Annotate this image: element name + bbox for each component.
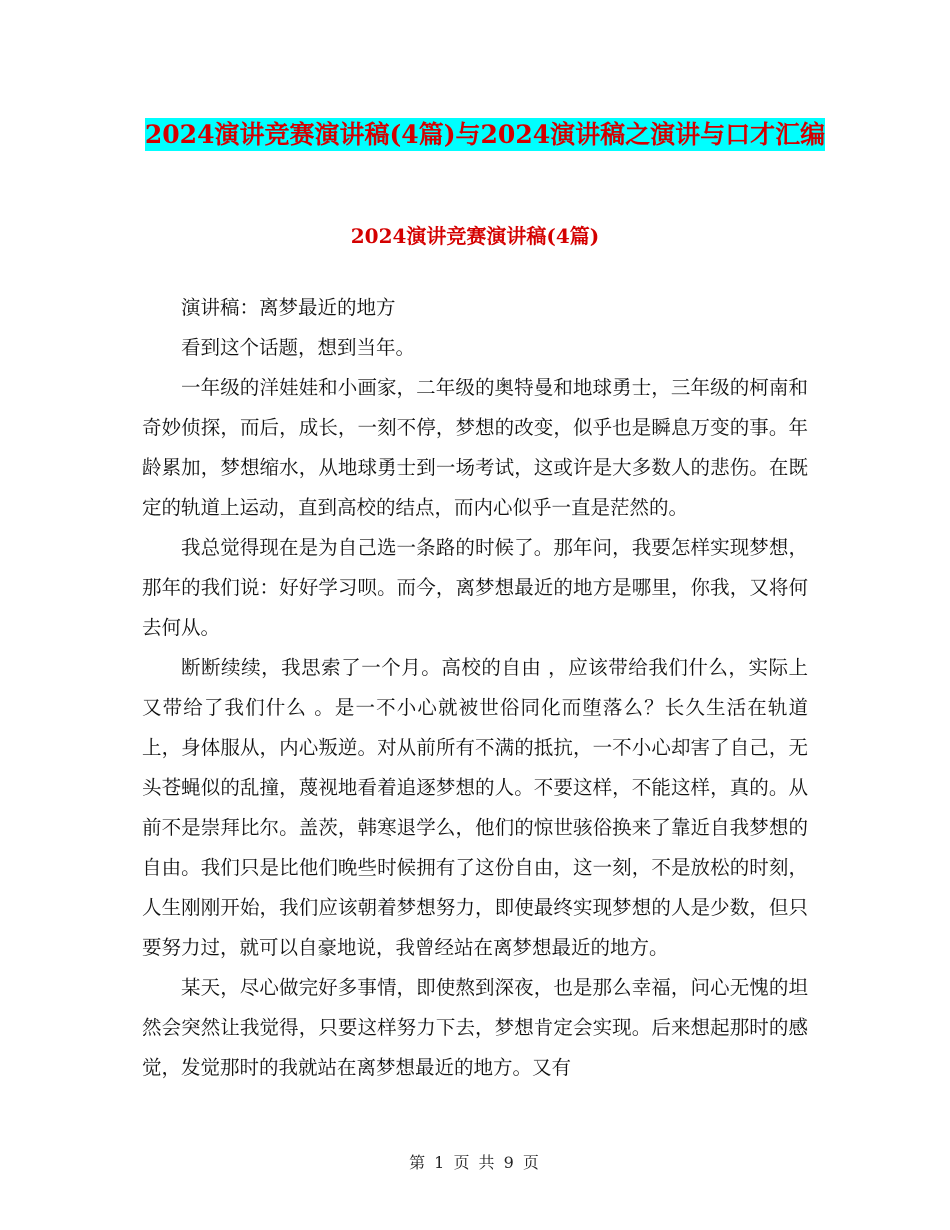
paragraph: 我总觉得现在是为自己选一条路的时候了。那年问，我要怎样实现梦想，那年的我们说：好好学习呗。而今，离梦想最近的地方是哪里，你我，又将何去何从。 — [142, 536, 808, 639]
section-title: 2024演讲竞赛演讲稿(4篇) — [350, 224, 600, 248]
paragraph: 一年级的洋娃娃和小画家，二年级的奥特曼和地球勇士，三年级的柯南和奇妙侦探，而后，成长，一刻不停，梦想的改变，似乎也是瞬息万变的事。年龄累加，梦想缩水，从地球勇士到一场考试，这或许是大多数人的悲伤。在既定的轨道上运动，直到高校的结点，而内心似乎一直是茫然的。 — [142, 376, 808, 519]
document-title-text: 2024演讲竞赛演讲稿(4篇)与2024演讲稿之演讲与口才汇编 — [144, 120, 826, 149]
page-number-footer: 第 1 页 共 9 页 — [409, 1153, 541, 1172]
paragraph: 某天，尽心做完好多事情，即使熬到深夜，也是那么幸福，问心无愧的坦然会突然让我觉得，只要这样努力下去，梦想肯定会实现。后来想起那时的感觉，发觉那时的我就站在离梦想最近的地方。又有 — [142, 976, 808, 1079]
document-title — [140, 112, 830, 158]
paragraph: 断断续续，我思索了一个月。高校的自由 ，应该带给我们什么，实际上又带给了我们什么 。是一不小心就被世俗同化而堕落么？长久生活在轨道上，身体服从，内心叛逆。对从前所有不满的抵抗，一不小心却害了自己，无头苍蝇似的乱撞，蔑视地看着追逐梦想的人。不要这样，不能这样，真的。从前不是崇拜比尔。盖茨，韩寒退学么，他们的惊世骇俗换来了靠近自我梦想的自由。我们只是比他们晚些时候拥有了这份自由，这一刻，不是放松的时刻，人生刚刚开始，我们应该朝着梦想努力，即使最终实现梦想的人是少数，但只要努力过，就可以自豪地说，我曾经站在离梦想最近的地方。 — [142, 656, 808, 959]
document-body — [142, 288, 808, 1088]
paragraph: 看到这个话题，想到当年。 — [181, 336, 416, 359]
paragraph: 演讲稿：离梦最近的地方 — [181, 296, 396, 319]
